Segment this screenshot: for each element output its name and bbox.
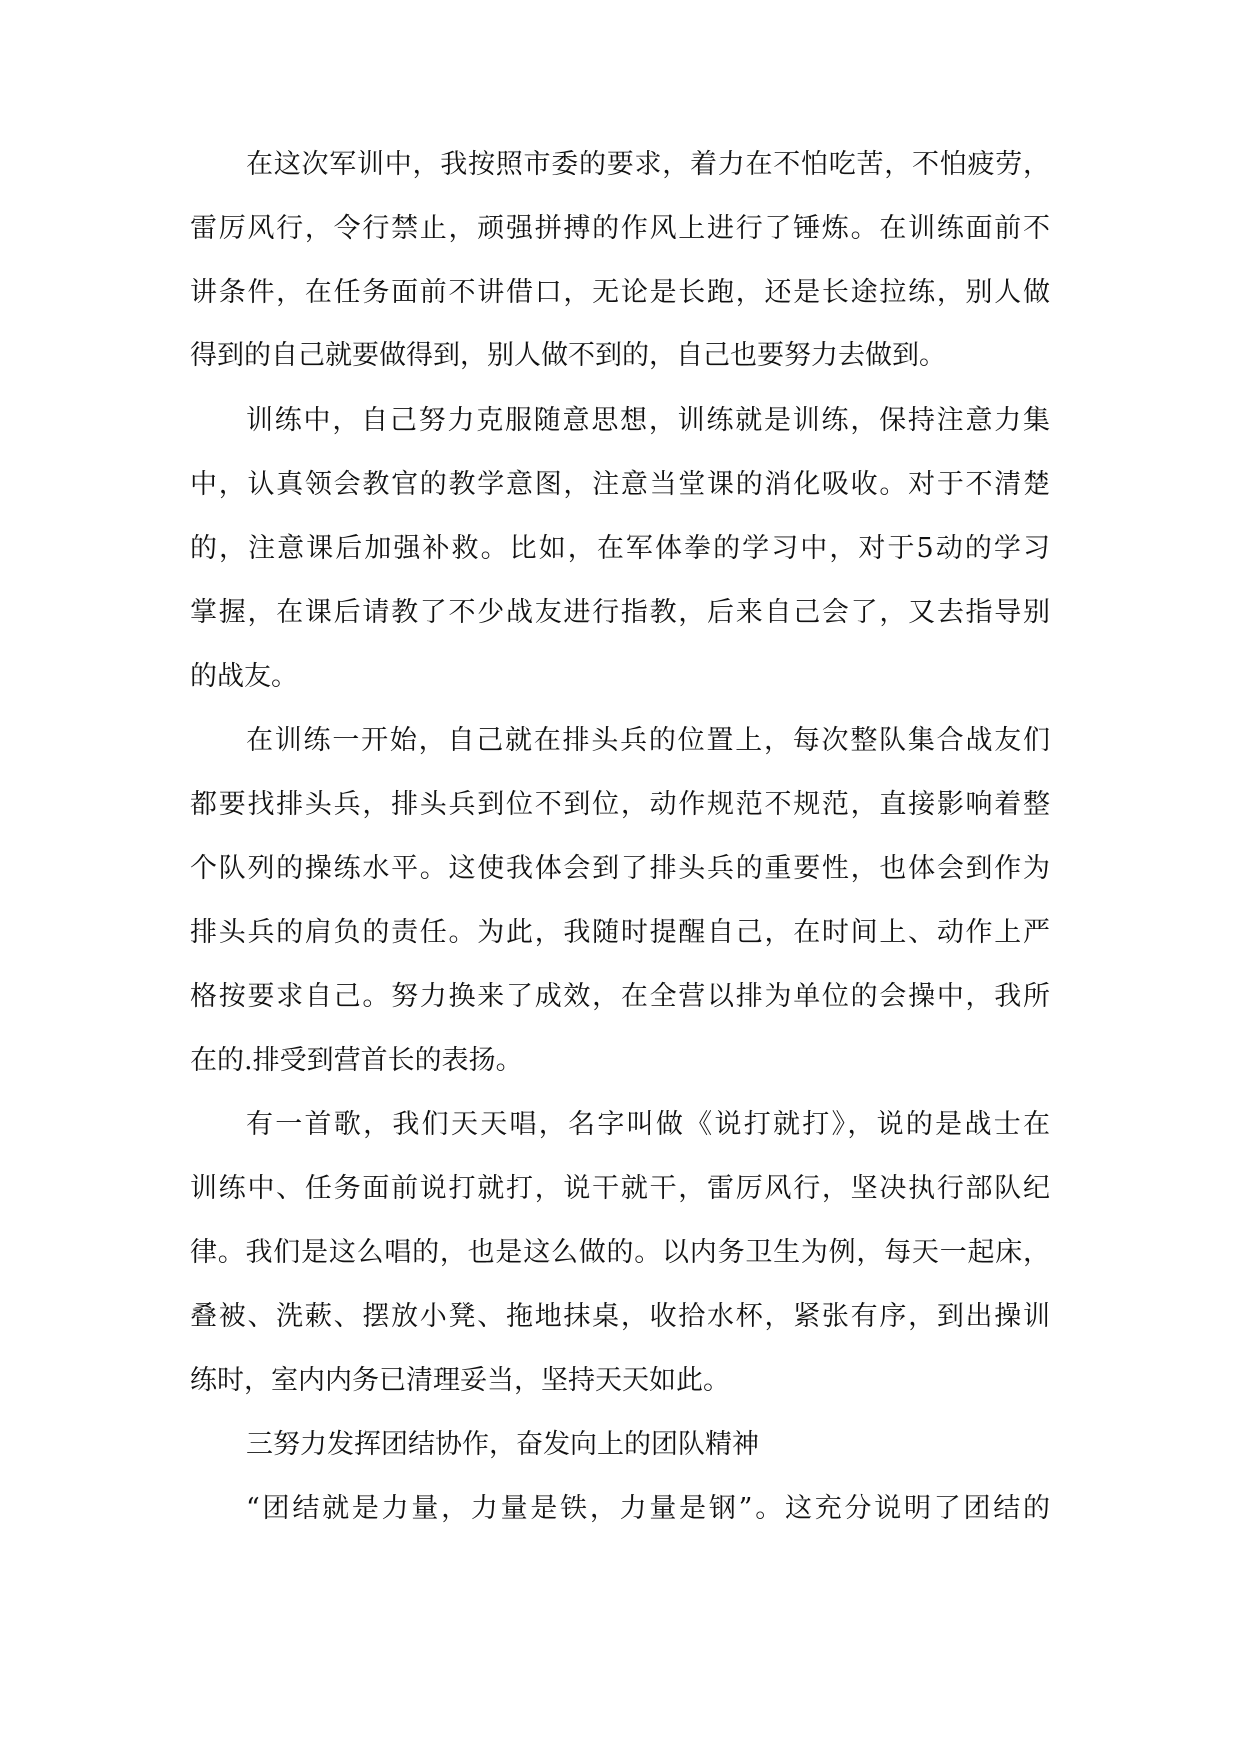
paragraph-4-line-3: 律。我们是这么唱的，也是这么做的。以内务卫生为例，每天一起床， (190, 1237, 1050, 1268)
paragraph-3-line-1: 在训练一开始，自己就在排头兵的位置上，每次整队集合战友们 (246, 725, 1050, 756)
paragraph-5-line-1: “团结就是力量，力量是铁，力量是钢”。这充分说明了团结的 (246, 1493, 1050, 1524)
paragraph-2-line-5: 的战友。 (190, 661, 298, 692)
paragraph-4-line-1: 有一首歌，我们天天唱，名字叫做《说打就打》，说的是战士在 (246, 1109, 1050, 1140)
paragraph-4-line-4: 叠被、洗蔌、摆放小凳、拖地抹桌，收拾水杯，紧张有序，到出操训 (190, 1301, 1050, 1332)
paragraph-1-line-1: 在这次军训中，我按照市委的要求，着力在不怕吃苦，不怕疲劳， (246, 149, 1050, 180)
paragraph-3-line-6: 在的.排受到营首长的表扬。 (190, 1045, 523, 1076)
paragraph-2-line-3: 的，注意课后加强补救。比如，在军体拳的学习中，对于5动的学习 (190, 533, 1050, 564)
paragraph-4-line-5: 练时，室内内务已清理妥当，坚持天天如此。 (190, 1365, 730, 1396)
paragraph-2-line-4: 掌握，在课后请教了不少战友进行指教，后来自己会了，又去指导别 (190, 597, 1050, 628)
paragraph-1-line-3: 讲条件，在任务面前不讲借口，无论是长跑，还是长途拉练，别人做 (190, 277, 1050, 308)
section-heading: 三努力发挥团结协作，奋发向上的团队精神 (246, 1429, 759, 1460)
paragraph-3-line-4: 排头兵的肩负的责任。为此，我随时提醒自己，在时间上、动作上严 (190, 917, 1050, 948)
paragraph-1-line-4: 得到的自己就要做得到，别人做不到的，自己也要努力去做到。 (190, 340, 946, 371)
paragraph-2-line-2: 中，认真领会教官的教学意图，注意当堂课的消化吸收。对于不清楚 (190, 469, 1050, 500)
paragraph-3-line-5: 格按要求自己。努力换来了成效，在全营以排为单位的会操中，我所 (190, 981, 1050, 1012)
paragraph-4-line-2: 训练中、任务面前说打就打，说干就干，雷厉风行，坚决执行部队纪 (190, 1173, 1050, 1204)
paragraph-1-line-2: 雷厉风行，令行禁止，顽强拼搏的作风上进行了锤炼。在训练面前不 (190, 213, 1050, 244)
paragraph-3-line-2: 都要找排头兵，排头兵到位不到位，动作规范不规范，直接影响着整 (190, 789, 1050, 820)
paragraph-3-line-3: 个队列的操练水平。这使我体会到了排头兵的重要性，也体会到作为 (190, 853, 1050, 884)
paragraph-2-line-1: 训练中，自己努力克服随意思想，训练就是训练，保持注意力集 (246, 405, 1050, 436)
